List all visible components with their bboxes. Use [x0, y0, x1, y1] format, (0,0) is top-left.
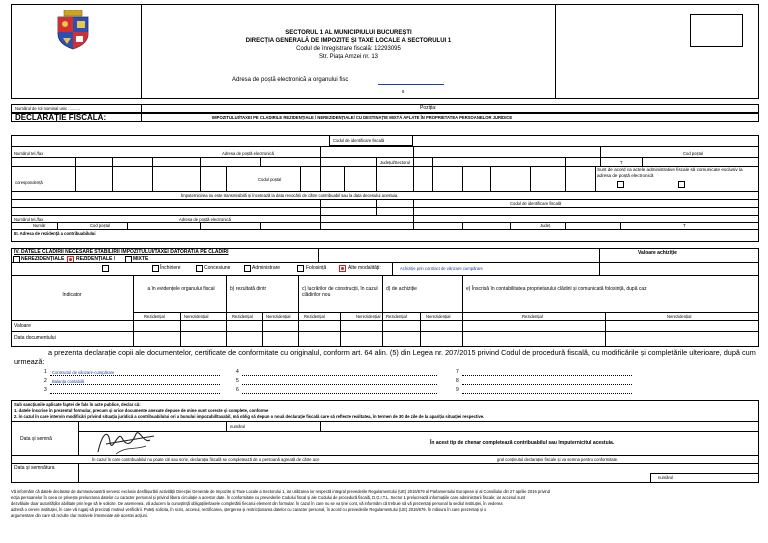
dotted-line — [242, 393, 437, 394]
cell-line — [320, 421, 321, 431]
cell-line — [200, 157, 201, 166]
imputernicirea-text: Împuternicirea nu este transmisibilă și încetează la data revocării de către contribuabil sau la data decesului acestuia. — [181, 193, 399, 198]
cell-line — [226, 275, 227, 347]
rol-label: Numărul de rol nominal unic .......... — [15, 106, 80, 111]
cell-line — [75, 166, 76, 191]
concesiune-label: Concesiune — [204, 265, 231, 271]
dotted-line — [462, 375, 632, 376]
rol-row — [11, 104, 759, 113]
valoare-achizitie-label: Valoare achiziție — [638, 250, 677, 256]
t-label: T — [620, 160, 623, 165]
registration-box[interactable] — [690, 14, 743, 47]
cell-line — [260, 222, 261, 229]
nerez-b: Nerezidențial — [266, 314, 291, 319]
cell-line — [200, 166, 201, 191]
cell-line — [75, 157, 76, 166]
sanctions-line1: 1. datele înscrise în prezentul formular, precum și orice documente anexate depuse de mine sunt corecte și complete, conforme — [14, 408, 269, 413]
col-e-header: e) Înscrisă în contabilitatea proprietarului clădirii și comunicată folosință, după caz — [466, 286, 647, 292]
cell-line — [318, 248, 319, 262]
cell-line — [300, 166, 301, 191]
cell-line — [376, 166, 377, 191]
cell-line — [413, 166, 414, 191]
email2-label: Adresa de poștă electronică — [179, 217, 231, 222]
annex-num-3: 3 — [44, 387, 47, 393]
cell-line — [344, 166, 345, 191]
cell-line — [530, 166, 531, 191]
header-small-note: 6 — [402, 89, 405, 94]
cell-line — [200, 222, 201, 229]
cell-line — [432, 166, 433, 191]
header-sector: SECTORUL 1 AL MUNICIPIULUI BUCUREȘTI — [285, 30, 412, 36]
folosinta-label: Folosință — [306, 265, 327, 271]
header-divider-right — [555, 4, 556, 99]
row-line — [11, 207, 759, 208]
rol-divider — [141, 104, 142, 113]
corespondenta-label: corespondență — [15, 180, 43, 185]
cell-line — [112, 166, 113, 191]
cell-line — [642, 157, 643, 166]
col-b-header: b) rezultată dintr — [230, 286, 267, 292]
stampila-note: În acest tip de chenar completează contribuabilul sau împuternicitul acestuia. — [430, 440, 615, 446]
tel-fax-label: Numărul tel./fax — [14, 151, 44, 156]
cod-postal3-label: Cod poștal — [90, 223, 111, 228]
sanctions-line2: 2. în cazul în care intervin modificări privind situația juridică a contribuabilului ori a bunului impozabil/taxabil, mă oblig să depun o nouă declarație fiscală care să reflecte realitatea, în termen de 30 de zile de la apariția situației respective. — [14, 414, 485, 419]
alte-value[interactable]: Achiziție prin contract de vânzare cumpărare — [400, 266, 483, 271]
cell-line — [413, 146, 414, 166]
cell-line — [180, 312, 181, 347]
row-line — [11, 146, 759, 147]
title-divider — [141, 113, 142, 122]
row-line — [11, 157, 759, 158]
nerez-d: Nerezidențial — [426, 314, 451, 319]
cell-line — [420, 312, 421, 347]
judet-sector-label: Județul/Sectorul — [380, 160, 411, 165]
contributor-block — [11, 135, 759, 242]
cod-postal-label: Cod poștal — [683, 151, 704, 156]
cell-line — [462, 275, 463, 347]
cell-line — [413, 199, 414, 215]
acord-checkbox-2[interactable] — [678, 181, 685, 188]
footer-line2: ecția persoanelor în ceea ce privește prelucrarea datelor cu caracter personal și privind libera circulație a acestor date. În conformitate cu prevederile Codului fiscal și ale Codului de procedură fiscală, D.G.I.T.L. Sector 1 prelucrează informațiile care administrarii fiscale; iar accesul sunt — [11, 495, 526, 500]
row-line — [11, 199, 759, 200]
data-semna-label: Data și semnă — [20, 436, 52, 442]
dotted-line — [462, 384, 632, 385]
acord-checkbox-1[interactable] — [617, 181, 624, 188]
cell-line — [376, 199, 377, 215]
cell-line — [620, 222, 621, 229]
cell-line — [605, 312, 606, 347]
header-adresa: Str. Piața Amzei nr. 13 — [318, 54, 379, 60]
dotted-line — [242, 384, 437, 385]
nerez-e: Nerezidențial — [667, 314, 692, 319]
t2-label: T — [683, 223, 686, 228]
rez-b: Rezidențial — [232, 314, 253, 319]
annex-statement: a prezenta declarație copii ale documentelor, certificate de conformitate cu originalul, conform art. 64 alin. (5) din Legea nr. 207/2015 privind Codul de procedură fiscală, cu modificările și completările ulterioare, după cum urmează: — [14, 348, 756, 366]
cell-line — [413, 215, 414, 229]
cell-line — [133, 275, 134, 347]
footer-line5: argumentare din care să rezulte clar motivele întemeiate ale acestei acțiuni. — [11, 513, 148, 518]
data-doc-row-label: Data documentului — [14, 335, 56, 341]
row-line — [11, 320, 759, 321]
rez-e: Rezidențial — [522, 314, 543, 319]
in-cazul-text: În cazul în care contribuabilul nu poate citi sau scrie, declarația fiscală se completează de o persoană agreată de către ace — [92, 457, 320, 462]
section3-title: III. Adresa de rezidență a contribuabilului — [14, 231, 96, 236]
signature-icon — [92, 424, 162, 458]
nerezidentiale-label: NEREZIDENȚIALE — [21, 256, 65, 262]
annex-num-2: 2 — [44, 378, 47, 384]
annex-num-5: 5 — [236, 378, 239, 384]
mixte-label: MIXTE — [133, 256, 149, 262]
cell-line — [320, 215, 321, 229]
email-label: Adresa de poștă electronică — [222, 151, 274, 156]
pozitia-label: Poziția: — [420, 105, 437, 111]
cell-line — [510, 222, 511, 229]
inchiriere-checkbox[interactable] — [152, 265, 159, 272]
judet-label: Județ — [540, 223, 551, 228]
alte-checkbox[interactable] — [339, 265, 346, 272]
cell-line — [462, 166, 463, 191]
rezidentiale-label: REZIDENȚIALE / — [76, 256, 116, 262]
dotted-line — [50, 393, 220, 394]
header-email-label: Adresa de poștă electronică a organului fisc — [232, 77, 349, 83]
email-underline — [378, 84, 444, 85]
rez-a: Rezidențial — [144, 314, 165, 319]
section4-title: IV. DATELE CLĂDIRII NECESARE STABILIRII IMPOZITULUI/TAXEI DATORAT/Ă PE CLĂDIRI — [14, 249, 229, 255]
cell-line — [226, 421, 227, 431]
row-line — [78, 431, 759, 432]
row-line — [11, 421, 759, 422]
cell-line — [78, 421, 79, 455]
numarul2-label: numărul — [658, 475, 674, 480]
cell-line — [57, 222, 58, 229]
annex-num-4: 4 — [236, 369, 239, 375]
dotted-line — [50, 384, 220, 385]
cell-line — [432, 157, 433, 166]
cell-line — [565, 222, 566, 229]
valoare-row-label: Valoare — [14, 323, 31, 329]
annex-num-7: 7 — [456, 369, 459, 375]
row-line — [11, 262, 759, 263]
data-semnatura-label: Data și semnătura — [14, 465, 55, 471]
cell-line — [462, 222, 463, 229]
acord-text: Sunt de acord ca actele administrative fiscale să comunicate exclusiv la adresa de poștă electronică — [597, 167, 743, 178]
folosinta-checkbox[interactable] — [297, 265, 304, 272]
cell-line — [78, 463, 79, 483]
cell-line — [376, 157, 377, 166]
cif2-label: Codul de identificare fiscală — [510, 201, 562, 206]
cell-line — [112, 157, 113, 166]
rez-c: Rezidențial — [304, 314, 325, 319]
cell-line — [382, 275, 383, 347]
footer-line4: adresă o cerere instituției, în care vă rugați să precizați motivul verificării. Puteți solicita, în scris, accesul, rectificarea, ștergerea și restricționarea datelor cu caracter personal, în acord cu prevederile Regulamentului (UE) 2016/679. În măsura în care prezentați și o — [11, 507, 487, 512]
annex-num-9: 9 — [456, 387, 459, 393]
cif-label: Codul de identificare fiscală — [333, 138, 385, 143]
cell-line — [260, 157, 261, 166]
row-line — [11, 229, 759, 230]
row-line — [11, 463, 759, 464]
cell-line — [226, 166, 227, 191]
nerez-c: Nerezidențial — [356, 314, 381, 319]
row-line — [650, 473, 759, 474]
cod-postal2-label: Codul poștal — [258, 177, 282, 182]
declaratie-subtitle: IMPOZITULUI/TAXEI PE CLADIRILE REZIDENȚIALE / NEREZIDENȚIALE/ CU DESTINAȚIE MIXTĂ AFLATE ÎN PROPRIETATEA PERSOANELOR JURIDICE — [212, 115, 513, 120]
cell-line — [392, 262, 393, 275]
administrare-checkbox[interactable] — [244, 265, 251, 272]
coat-of-arms-icon — [54, 10, 92, 50]
cell-line — [595, 166, 596, 191]
administrare-label: Administrare — [252, 265, 281, 271]
cell-line — [340, 312, 341, 347]
alte-label: Alte modalități: — [348, 265, 381, 271]
row-checkbox[interactable] — [102, 265, 109, 272]
numar-label: Număr — [33, 223, 46, 228]
cell-line — [127, 222, 128, 229]
row-line — [11, 215, 759, 216]
row-line — [11, 222, 759, 223]
cell-line — [320, 146, 321, 166]
row-line — [11, 275, 759, 276]
cell-line — [320, 166, 321, 191]
cell-line — [565, 166, 566, 191]
declaratie-title: DECLARAȚIE FISCALĂ: — [15, 113, 107, 122]
row-line — [11, 331, 759, 332]
rez-d: Rezidențial — [386, 314, 407, 319]
row-line — [11, 191, 759, 192]
cell-line — [320, 199, 321, 215]
concesiune-checkbox[interactable] — [196, 265, 203, 272]
sanctions-line0: Sub sancțiunile aplicate faptei de fals în acte publice, declar că: — [14, 402, 141, 407]
col-d-header: d) de achiziție — [386, 286, 417, 292]
gral-text: gral conținutul declarației fiscale și va semna pentru conformitate. — [497, 457, 619, 462]
dotted-line — [242, 375, 437, 376]
numarul-label: numărul — [230, 424, 246, 429]
annex-num-6: 6 — [236, 387, 239, 393]
indicator-header: Indicator — [62, 292, 82, 298]
cell-line — [152, 166, 153, 191]
cell-line — [298, 275, 299, 347]
annex-item-1[interactable]: Contractul de vânzare-cumpărare — [52, 370, 115, 375]
row-line — [133, 312, 759, 313]
cell-line — [565, 157, 566, 166]
tel-fax2-label: Numărul tel./fax — [14, 217, 44, 222]
footer-line1: Vă informăm că datele declarate de dumneavoastră servesc exclusiv desfășurării activității Direcției Generale de Impozite și Taxe Locale a Sectorului 1, iar utilizarea lor respectă integral prevederile Regulamentului (UE) 2016/679 al Parlamentului European și al Consiliului din 27 aprilie 2016 privind — [11, 489, 550, 494]
annex-num-1: 1 — [44, 369, 47, 375]
dotted-line — [50, 375, 220, 376]
col-a-header: a în evidențele organului fiscal — [147, 286, 215, 292]
footer-line3: dezvăluite doar autorităților abilitate prin lege să le solicite. De asemenea, vă aducem la cunoștință obligațiile/taxele completării fiecarui element din formular. În cazul în care nu se va ține cont, vă informăm că trebuie să vă prezentați personal la sediul instituției, în vederea — [11, 501, 503, 506]
inchiriere-label: Închiriere — [160, 265, 181, 271]
nerez-a: Nerezidențial — [184, 314, 209, 319]
annex-item-2[interactable]: Balanța contabilă — [52, 379, 85, 384]
cell-line — [490, 166, 491, 191]
cell-line — [262, 312, 263, 347]
annex-num-8: 8 — [456, 378, 459, 384]
dotted-line — [462, 393, 632, 394]
cell-line — [600, 146, 601, 166]
cell-line — [650, 473, 651, 483]
col-c-header: c) lucrărilor de construcții, în cazul clădirilor nou — [302, 286, 378, 298]
header-cod-fiscal: Codul de înregistrare fiscală: 12293095 — [296, 46, 401, 52]
header-directie: DIRECȚIA GENERALĂ DE IMPOZITE ȘI TAXE LOCALE A SECTORULUI 1 — [245, 38, 452, 44]
cell-line — [152, 157, 153, 166]
